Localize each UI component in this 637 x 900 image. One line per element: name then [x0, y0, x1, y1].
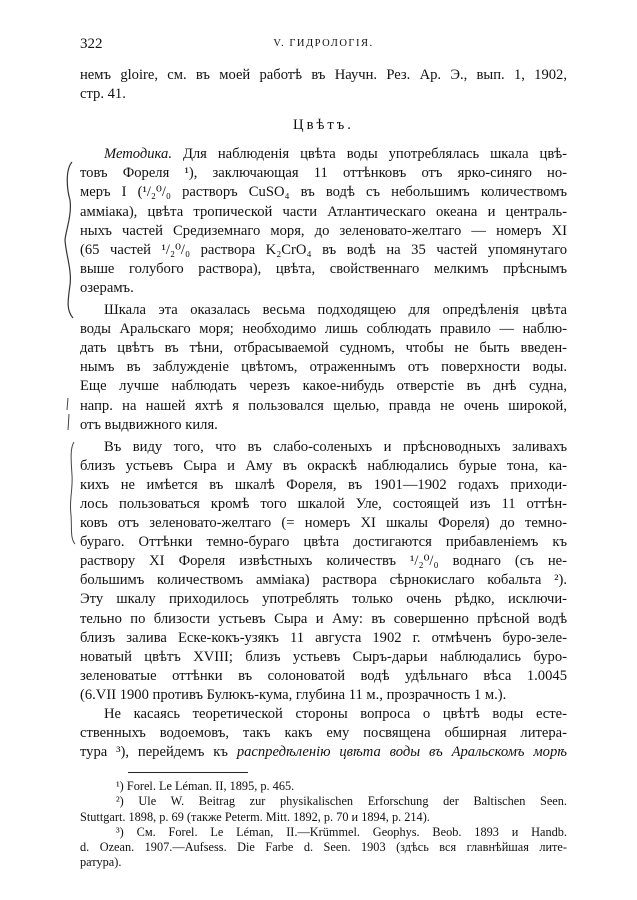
- text-line: кихъ не имѣется въ шкалѣ Фореля, въ 1901—1902 годахъ приходи-: [80, 476, 567, 493]
- text-line: амміака), цвѣта тропической части Атлантическаго океана и централь-: [80, 203, 567, 220]
- text-line: ныхъ частей Средиземнаго моря, до зеленовато-желтаго — номеръ XI: [80, 222, 567, 239]
- text-line: напр. на нашей яхтѣ я пользовался щелью, правда не очень широкой,: [80, 397, 567, 414]
- footnote-rule: [128, 772, 248, 773]
- text-line: новатый цвѣтъ XVIII; близъ устьевъ Сыръ-дарьи наблюдались буро-: [80, 648, 567, 665]
- text-line: лось пользоваться кромѣ того шкалой Уле, состоящей изъ 11 оттѣн-: [80, 495, 567, 512]
- page-header: [80, 36, 567, 58]
- text-line: большимъ количествомъ амміака) раствора сѣрнокислаго кобальта ²).: [80, 572, 567, 589]
- text-line: Эту шкалу приходилось употреблять только очень рѣдко, исключи-: [80, 591, 567, 608]
- text-line: стр. 41.: [80, 86, 126, 103]
- text-line: ственныхъ водоемовъ, такъ какъ ему посвящена обширная литера-: [80, 725, 567, 742]
- text-line: нымъ въ заблужденіе цвѣтомъ, отраженнымъ отъ поверхности воды.: [80, 359, 567, 376]
- text-line: воды Аральскаго моря; необходимо лишь соблюдать правило — наблю-: [80, 321, 567, 338]
- paragraph-scale-suitability: [80, 301, 567, 435]
- text-line: Не касаясь теоретической стороны вопроса о цвѣтѣ воды есте-: [104, 706, 567, 722]
- footnotes: [80, 779, 567, 870]
- distribution-phrase: распредѣленію цвѣта воды въ Аральскомъ морѣ: [236, 744, 567, 761]
- footnote-3-cont: d. Ozean. 1907.—Aufsess. Die Farbe d. Seen. 1903 (здѣсь вся главнѣйшая лите-: [80, 840, 567, 855]
- text-line: близъ устьевъ Сыра и Аму въ окраскѣ наблюдались бурые тона, ка-: [80, 457, 567, 474]
- methodology-lead: Методика.: [104, 146, 172, 163]
- text-line: Методика. Для наблюденія цвѣта воды употреблялась шкала цвѣ-: [104, 146, 567, 163]
- text-line: (6.VII 1900 противъ Булюкъ-кума, глубина 11 м., прозрачность 1 м.).: [80, 686, 507, 703]
- text-line: бураго. Оттѣнки темно-бураго цвѣта достигаются прибавленіемъ къ: [80, 534, 567, 551]
- text-line: ковъ отъ зеленовато-желтаго (= номеръ XI шкалы Фореля) до темно-: [80, 515, 567, 532]
- text-line: раствору XI Фореля извѣстныхъ количествъ ¹/₂⁰/₀ воднаго (съ не-: [80, 553, 567, 570]
- paragraph-methodology: [80, 145, 567, 298]
- text-line: тура ³), перейдемъ къ распредѣленію цвѣта воды въ Аральскомъ морѣ: [80, 744, 567, 761]
- text-line: выше голубого раствора), цвѣта, свойственнаго мелкимъ прѣснымъ: [80, 260, 567, 277]
- running-title: V. ГИДРОЛОГІЯ.: [273, 38, 374, 49]
- paragraph-color-distribution: [80, 705, 567, 762]
- text-line: (65 частей ¹/₂⁰/₀ раствора K₂CrO₄ въ водѣ на 35 частей упомянутаго: [80, 241, 567, 258]
- margin-pencil-mark: [63, 396, 73, 432]
- text-line: меръ I (¹/₂⁰/₀ растворъ CuSO₄ въ водѣ съ небольшимъ количествомъ: [80, 184, 567, 201]
- page-body: [80, 66, 567, 871]
- text-line: немъ gloire, см. въ моей работѣ въ Научн. Рез. Ар. Э., вып. 1, 1902,: [80, 67, 567, 83]
- margin-brace-mark: [62, 160, 76, 320]
- footnote-2-cont: Stuttgart. 1898, p. 69 (также Peterm. Mitt. 1892, p. 70 и 1894, p. 214).: [80, 809, 430, 824]
- text-line: зеленоватые оттѣнки въ солоноватой водѣ удѣльнаго вѣса 1.0045: [80, 667, 567, 684]
- footnote-3: ³) См. Forel. Le Léman, II.—Krümmel. Geophys. Beob. 1893 и Handb.: [116, 824, 567, 839]
- footnote-3-cont: ратура).: [80, 855, 122, 870]
- intro-paragraph: [80, 66, 567, 104]
- text-line: отъ выдвижного киля.: [80, 416, 218, 433]
- text-line: озерамъ.: [80, 279, 134, 296]
- text-line: Шкала эта оказалась весьма подходящею для опредѣленія цвѣта: [104, 302, 567, 319]
- footnote-1: ¹) Forel. Le Léman. II, 1895, p. 465.: [116, 779, 295, 794]
- text-line: Въ виду того, что въ слабо-соленыхъ и прѣсноводныхъ заливахъ: [104, 438, 567, 455]
- margin-bracket-mark: [66, 440, 78, 546]
- text-line: дать цвѣтъ въ тѣни, отбрасываемой судномъ, чтобы не быть введен-: [80, 340, 567, 357]
- section-title: Цвѣтъ.: [293, 117, 354, 134]
- page-number: 322: [80, 36, 103, 52]
- footnote-2: ²) Ule W. Beitrag zur physikalischen Erforschung der Baltischen Seen.: [116, 794, 567, 809]
- text-line: товъ Фореля ¹), заключающая 11 оттѣнковъ отъ ярко-синяго но-: [80, 165, 567, 182]
- paragraph-ule-scale: [80, 438, 567, 705]
- text-line: Еще лучше наблюдать черезъ какое-нибудь отверстіе въ днѣ судна,: [80, 378, 567, 395]
- text-line: тельно по близости устьевъ Сыра и Аму: въ совершенно прѣсной водѣ: [80, 610, 567, 627]
- text-line: близъ залива Еске-кокъ-узякъ 11 августа 1902 г. отмѣченъ буро-зеле-: [80, 629, 567, 646]
